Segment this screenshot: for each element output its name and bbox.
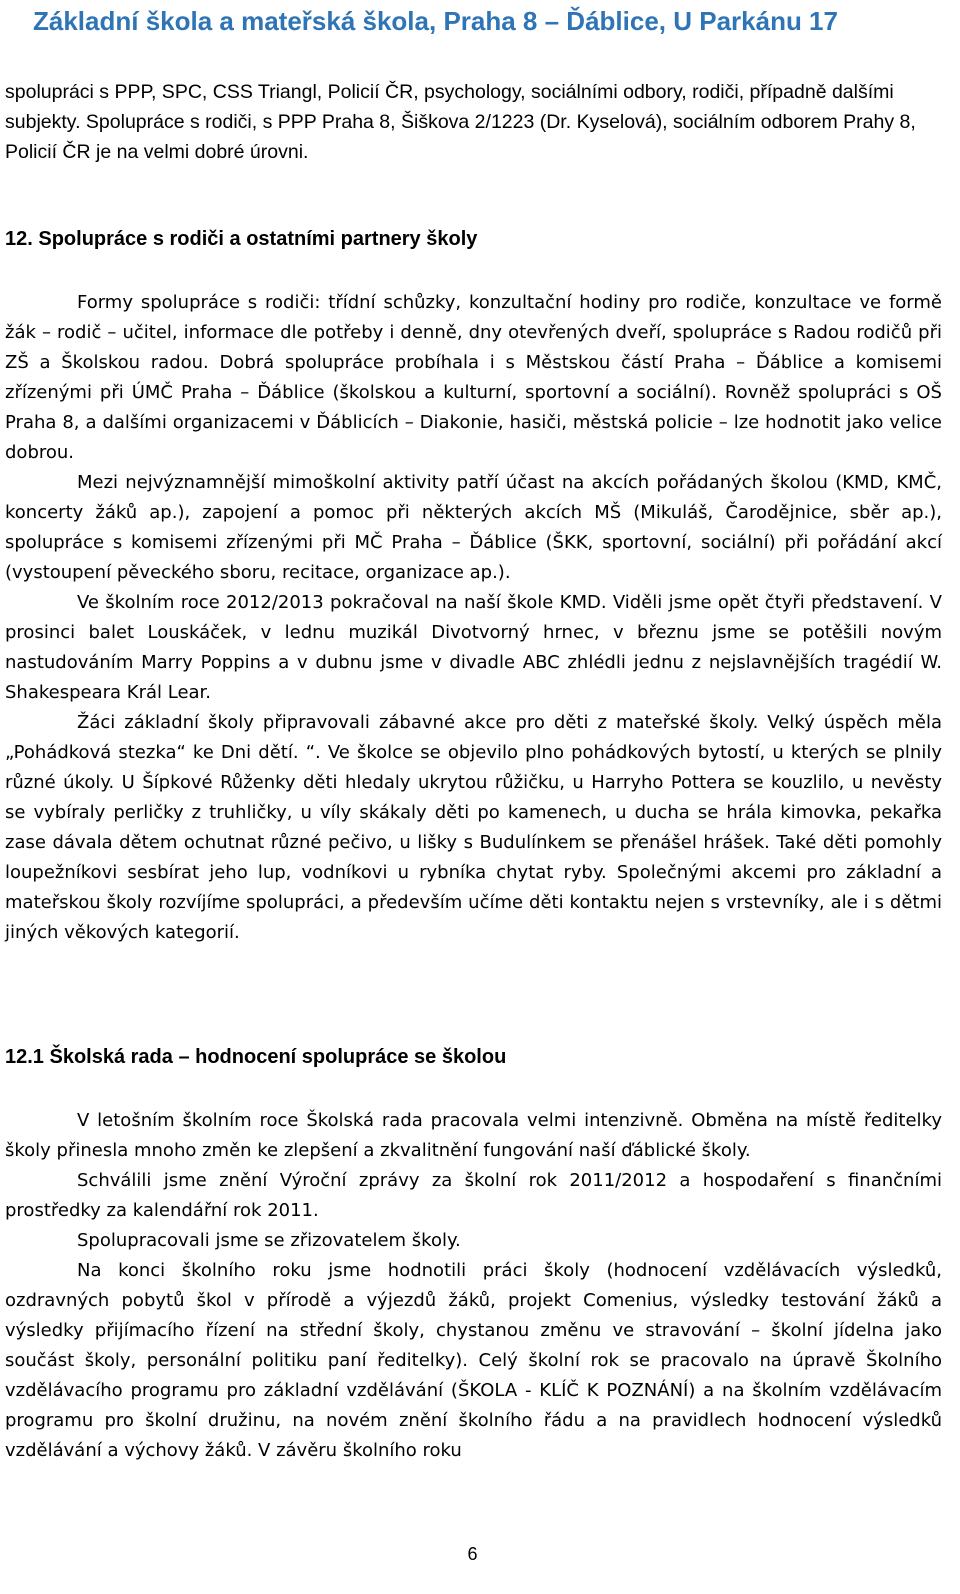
section-12-1-paragraph: Spolupracovali jsme se zřizovatelem školy. — [77, 1230, 461, 1251]
section-12-body — [5, 288, 942, 948]
section-12-1-heading: 12.1 Školská rada – hodnocení spolupráce se školou — [5, 1046, 507, 1068]
page-header-title: Základní škola a mateřská škola, Praha 8 – Ďáblice, U Parkánu 17 — [33, 6, 838, 36]
section-12-paragraph: Mezi nejvýznamnější mimoškolní aktivity patří účast na akcích pořádaných školou (KMD, KMČ, koncerty žáků ap.), zapojení a pomoc při některých akcích MŠ (Mikuláš, Čarodějnice, sběr ap.), spolupráce s komisemi zřízenými při MČ Praha – Ďáblice (ŠKK, sportovní, sociální) při pořádání akcí (vystoupení pěveckého sboru, recitace, organizace ap.). — [5, 472, 942, 583]
section-12-paragraph: Formy spolupráce s rodiči: třídní schůzky, konzultační hodiny pro rodiče, konzultace ve formě žák – rodič – učitel, informace dle potřeby i denně, dny otevřených dveří, spolupráce s Radou rodičů při ZŠ a Školskou radou. Dobrá spolupráce probíhala i s Městskou částí Praha – Ďáblice a komisemi zřízenými při ÚMČ Praha – Ďáblice (školskou a kulturní, sportovní a sociální). Rovněž spolupráci s OŠ Praha 8, a dalšími organizacemi v Ďáblicích – Diakonie, hasiči, městská policie – lze hodnotit jako velice dobrou. — [5, 292, 942, 463]
section-12-heading: 12. Spolupráce s rodiči a ostatními partnery školy — [5, 228, 478, 250]
section-12-1-paragraph: Schválili jsme znění Výroční zprávy za školní rok 2011/2012 a hospodaření s finančními prostředky za kalendářní rok 2011. — [5, 1170, 942, 1221]
section-12-paragraph: Žáci základní školy připravovali zábavné akce pro děti z mateřské školy. Velký úspěch měla „Pohádková stezka“ ke Dni dětí. “. Ve školce se objevilo plno pohádkových bytostí, u kterých se plnily různé úkoly. U Šípkové Růženky děti hledaly ukrytou růžičku, u Harryho Pottera se kouzlilo, u nevěsty se vybíraly perličky z truhličky, u víly skákaly děti po kamenech, u ducha se hrála kimovka, pekařka zase dávala dětem ochutnat různé pečivo, u lišky s Budulínkem se přenášel hrášek. Také děti pomohly loupežníkovi sesbírat jeho lup, vodníkovi u rybníka chytat ryby. Společnými akcemi pro základní a mateřskou školy rozvíjíme spolupráci, a především učíme děti kontaktu nejen s vrstevníky, ale i s dětmi jiných věkových kategorií. — [5, 712, 942, 943]
page-number: 6 — [467, 1544, 478, 1564]
section-12-1-paragraph: V letošním školním roce Školská rada pracovala velmi intenzivně. Obměna na místě ředitelky školy přinesla mnoho změn ke zlepšení a zkvalitnění fungování naší ďáblické školy. — [5, 1110, 942, 1161]
section-12-1-paragraph: Na konci školního roku jsme hodnotili práci školy (hodnocení vzdělávacích výsledků, ozdravných pobytů škol v přírodě a výjezdů žáků, projekt Comenius, výsledky testování žáků a výsledky přijímacího řízení na střední školy, chystanou změnu ve stravování – školní jídelna jako součást školy, personální politiku paní ředitelky). Celý školní rok se pracovalo na úpravě Školního vzdělávacího programu pro základní vzdělávání (ŠKOLA - KLÍČ K POZNÁNÍ) a na školním vzdělávacím programu pro školní družinu, na novém znění školního řádu a na pravidlech hodnocení výsledků vzdělávání a výchovy žáků. V závěru školního roku — [5, 1260, 942, 1461]
section-12-1-body — [5, 1106, 942, 1466]
section-12-paragraph: Ve školním roce 2012/2013 pokračoval na naší škole KMD. Viděli jsme opět čtyři představení. V prosinci balet Louskáček, v lednu muzikál Divotvorný hrnec, v březnu jsme se potěšili novým nastudováním Marry Poppins a v dubnu jsme v divadle ABC zhlédli jednu z nejslavnějších tragédií W. Shakespeara Král Lear. — [5, 592, 942, 703]
intro-paragraph: spolupráci s PPP, SPC, CSS Triangl, Policií ČR, psychology, sociálními odbory, rodiči, případně dalšími subjekty. Spolupráce s rodiči, s PPP Praha 8, Šiškova 2/1223 (Dr. Kyselová), sociálním odborem Prahy 8, Policií ČR je na velmi dobré úrovni. — [5, 81, 916, 163]
